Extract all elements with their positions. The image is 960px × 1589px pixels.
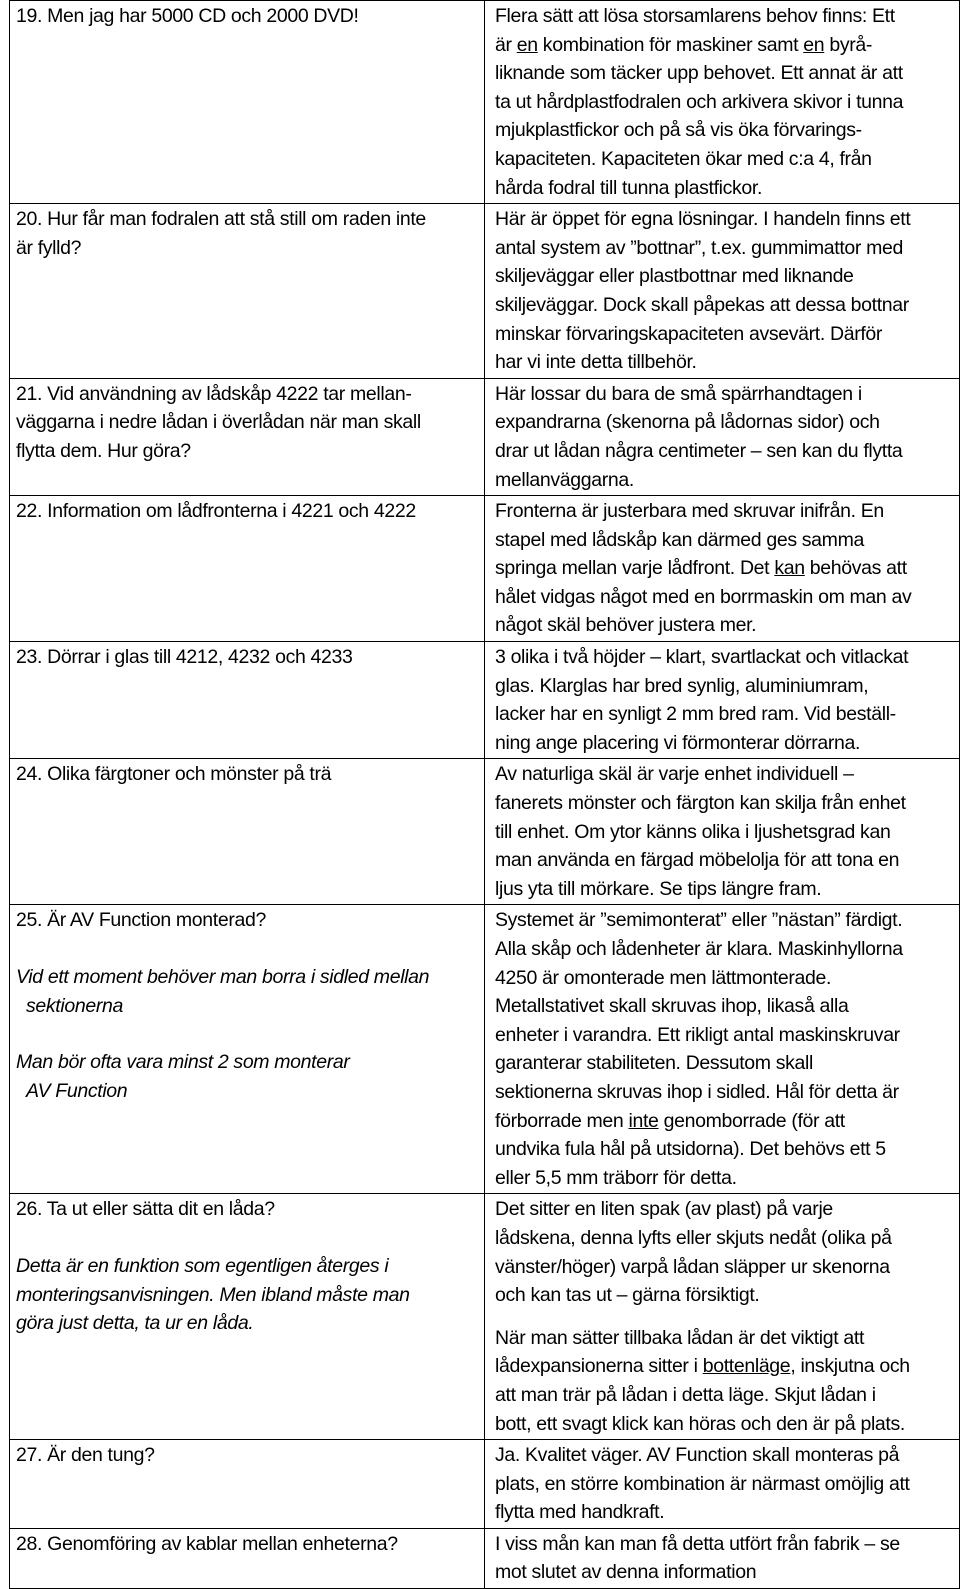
underlined-word: bottenläge <box>702 1355 791 1378</box>
answer-line: eller 5,5 mm träborr för detta. <box>495 1166 737 1189</box>
answer-line: sektionerna skruvas ihop i sidled. Hål för detta är <box>495 1080 899 1103</box>
answer-line: hårda fodral till tunna plastfickor. <box>495 176 763 199</box>
spacer <box>16 1224 480 1252</box>
answer-line: minskar förvaringskapaciteten avsevärt. Därför <box>495 322 883 345</box>
question-text: 23. Dörrar i glas till 4212, 4232 och 4233 <box>16 646 353 669</box>
answer-cell <box>485 905 960 1194</box>
answer-line: Det sitter en liten spak (av plast) på varje <box>495 1198 833 1221</box>
question-cell <box>10 496 485 642</box>
question-note: Detta är en funktion som egentligen återges i <box>16 1254 389 1277</box>
faq-row-21 <box>10 378 960 495</box>
answer-line: skiljeväggar eller plastbottnar med liknande <box>495 265 854 288</box>
answer-line: drar ut lådan några centimeter – sen kan du flytta <box>495 439 903 462</box>
answer-cell <box>485 496 960 642</box>
answer-line: kapaciteten. Kapaciteten ökar med c:a 4, från <box>495 147 872 170</box>
answer-line: Ja. Kvalitet väger. AV Function skall monteras på <box>495 1444 900 1467</box>
underlined-word: kan <box>774 557 805 580</box>
answer-line: skiljeväggar. Dock skall påpekas att dessa bottnar <box>495 293 909 316</box>
question-text: 25. Är AV Function monterad? <box>16 909 266 932</box>
faq-row-28 <box>10 1528 960 1588</box>
faq-table <box>9 0 960 1589</box>
answer-line: Här är öppet för egna lösningar. I handeln finns ett <box>495 208 911 231</box>
answer-line: flytta med handkraft. <box>495 1501 665 1524</box>
answer-line: Metallstativet skall skruvas ihop, likaså alla <box>495 995 849 1018</box>
question-text: 20. Hur får man fodralen att stå still om raden inte <box>16 208 426 231</box>
answer-line: 3 olika i två höjder – klart, svartlackat och vitlackat <box>495 646 909 669</box>
underlined-word: en <box>803 33 825 56</box>
question-text: 26. Ta ut eller sätta dit en låda? <box>16 1198 275 1221</box>
answer-line: I viss mån kan man få detta utfört från fabrik – se <box>495 1532 900 1555</box>
answer-line: att man trär på lådan i detta läge. Skjut lådan i <box>495 1383 876 1406</box>
question-cell <box>10 1194 485 1440</box>
question-text: 22. Information om lådfronterna i 4221 och 4222 <box>16 500 416 523</box>
question-note: Man bör ofta vara minst 2 som monterar <box>16 1051 350 1074</box>
faq-row-20 <box>10 204 960 379</box>
faq-document <box>9 0 955 1589</box>
question-cell <box>10 759 485 905</box>
answer-cell <box>485 1528 960 1588</box>
underlined-word: inte <box>628 1109 659 1132</box>
question-text: 24. Olika färgtoner och mönster på trä <box>16 763 332 786</box>
question-text: flytta dem. Hur göra? <box>16 439 191 462</box>
spacer <box>16 1020 480 1048</box>
faq-row-27 <box>10 1440 960 1529</box>
question-note: AV Function <box>26 1079 128 1102</box>
answer-line: Här lossar du bara de små spärrhandtagen i <box>495 382 862 405</box>
answer-line: lacker har en synligt 2 mm bred ram. Vid beställ- <box>495 703 896 726</box>
answer-line: garanterar stabiliteten. Dessutom skall <box>495 1052 814 1075</box>
answer-line: liknande som täcker upp behovet. Ett annat är att <box>495 62 903 85</box>
faq-row-22 <box>10 496 960 642</box>
answer-line: mot slutet av denna information <box>495 1561 757 1584</box>
faq-row-26 <box>10 1194 960 1440</box>
answer-line: ta ut hårdplastfodralen och arkivera skivor i tunna <box>495 90 904 113</box>
answer-line: glas. Klarglas har bred synlig, aluminiumram, <box>495 674 869 697</box>
answer-cell <box>485 204 960 379</box>
question-note: sektionerna <box>26 994 123 1017</box>
answer-line: expandrarna (skenorna på lådornas sidor) och <box>495 411 880 434</box>
answer-line: något skäl behöver justera mer. <box>495 614 757 637</box>
answer-line: lådskena, denna lyfts eller skjuts nedåt (olika på <box>495 1226 892 1249</box>
answer-line: ljus yta till mörkare. Se tips längre fram. <box>495 877 822 900</box>
question-cell <box>10 1528 485 1588</box>
faq-row-19 <box>10 1 960 204</box>
answer-line: har vi inte detta tillbehör. <box>495 351 697 374</box>
answer-line: springa mellan varje lådfront. Det kan behövas att <box>495 557 907 580</box>
answer-line: 4250 är omonterade men lättmonterade. <box>495 966 832 989</box>
answer-line: ning ange placering vi förmonterar dörrarna. <box>495 731 861 754</box>
answer-line: antal system av ”bottnar”, t.ex. gummimattor med <box>495 236 904 259</box>
answer-line: och kan tas ut – gärna försiktigt. <box>495 1284 760 1307</box>
answer-line: mellanväggarna. <box>495 468 634 491</box>
question-note: monteringsanvisningen. Men ibland måste man <box>16 1283 410 1306</box>
answer-line: lådexpansionerna sitter i bottenläge, inskjutna och <box>495 1355 910 1378</box>
answer-line: vänster/höger) varpå lådan släpper ur skenorna <box>495 1255 890 1278</box>
question-text: 21. Vid användning av lådskåp 4222 tar mellan- <box>16 382 412 405</box>
answer-cell <box>485 759 960 905</box>
answer-cell <box>485 1440 960 1529</box>
spacer <box>495 1310 955 1324</box>
question-text: är fylld? <box>16 236 82 259</box>
faq-row-23 <box>10 642 960 759</box>
answer-line: är en kombination för maskiner samt en byrå- <box>495 33 873 56</box>
question-cell <box>10 378 485 495</box>
answer-line: stapel med lådskåp kan därmed ges samma <box>495 528 864 551</box>
answer-line: plats, en större kombination är närmast omöjlig att <box>495 1472 910 1495</box>
answer-cell <box>485 642 960 759</box>
answer-line: hålet vidgas något med en borrmaskin om man av <box>495 585 912 608</box>
question-cell <box>10 642 485 759</box>
answer-line: bott, ett svagt klick kan höras och den är på plats. <box>495 1412 905 1435</box>
answer-cell <box>485 378 960 495</box>
spacer <box>16 935 480 963</box>
faq-row-24 <box>10 759 960 905</box>
question-text: 28. Genomföring av kablar mellan enheterna? <box>16 1532 398 1555</box>
question-text: 19. Men jag har 5000 CD och 2000 DVD! <box>16 5 359 27</box>
question-cell <box>10 204 485 379</box>
answer-line: Alla skåp och lådenheter är klara. Maskinhyllorna <box>495 938 903 960</box>
answer-line: enheter i varandra. Ett rikligt antal maskinskruvar <box>495 1023 900 1046</box>
answer-line: mjukplastfickor och på så vis öka förvarings- <box>495 119 862 142</box>
question-cell <box>10 1440 485 1529</box>
answer-line: fanerets mönster och färgton kan skilja från enhet <box>495 792 906 815</box>
question-cell <box>10 1 485 204</box>
answer-line: förborrade men inte genomborrade (för att <box>495 1109 845 1132</box>
faq-row-25 <box>10 905 960 1194</box>
answer-cell <box>485 1194 960 1440</box>
answer-line: Systemet är ”semimonterat” eller ”nästan” färdigt. <box>495 909 903 932</box>
question-text: 27. Är den tung? <box>16 1444 155 1467</box>
answer-line: Av naturliga skäl är varje enhet individuell – <box>495 763 854 786</box>
question-note: Vid ett moment behöver man borra i sidled mellan <box>16 966 430 988</box>
answer-line: man använda en färgad möbelolja för att tona en <box>495 849 900 872</box>
answer-line: Flera sätt att lösa storsamlarens behov finns: Ett <box>495 5 895 27</box>
question-note: göra just detta, ta ur en låda. <box>16 1312 254 1335</box>
question-cell <box>10 905 485 1194</box>
answer-cell <box>485 1 960 204</box>
answer-line: till enhet. Om ytor känns olika i ljushetsgrad kan <box>495 820 891 843</box>
underlined-word: en <box>516 33 538 56</box>
answer-line: undvika fula hål på utsidorna). Det behövs ett 5 <box>495 1138 886 1161</box>
question-text: väggarna i nedre lådan i överlådan när man skall <box>16 411 421 434</box>
answer-line: Fronterna är justerbara med skruvar inifrån. En <box>495 500 884 523</box>
answer-line: När man sätter tillbaka lådan är det viktigt att <box>495 1326 865 1349</box>
